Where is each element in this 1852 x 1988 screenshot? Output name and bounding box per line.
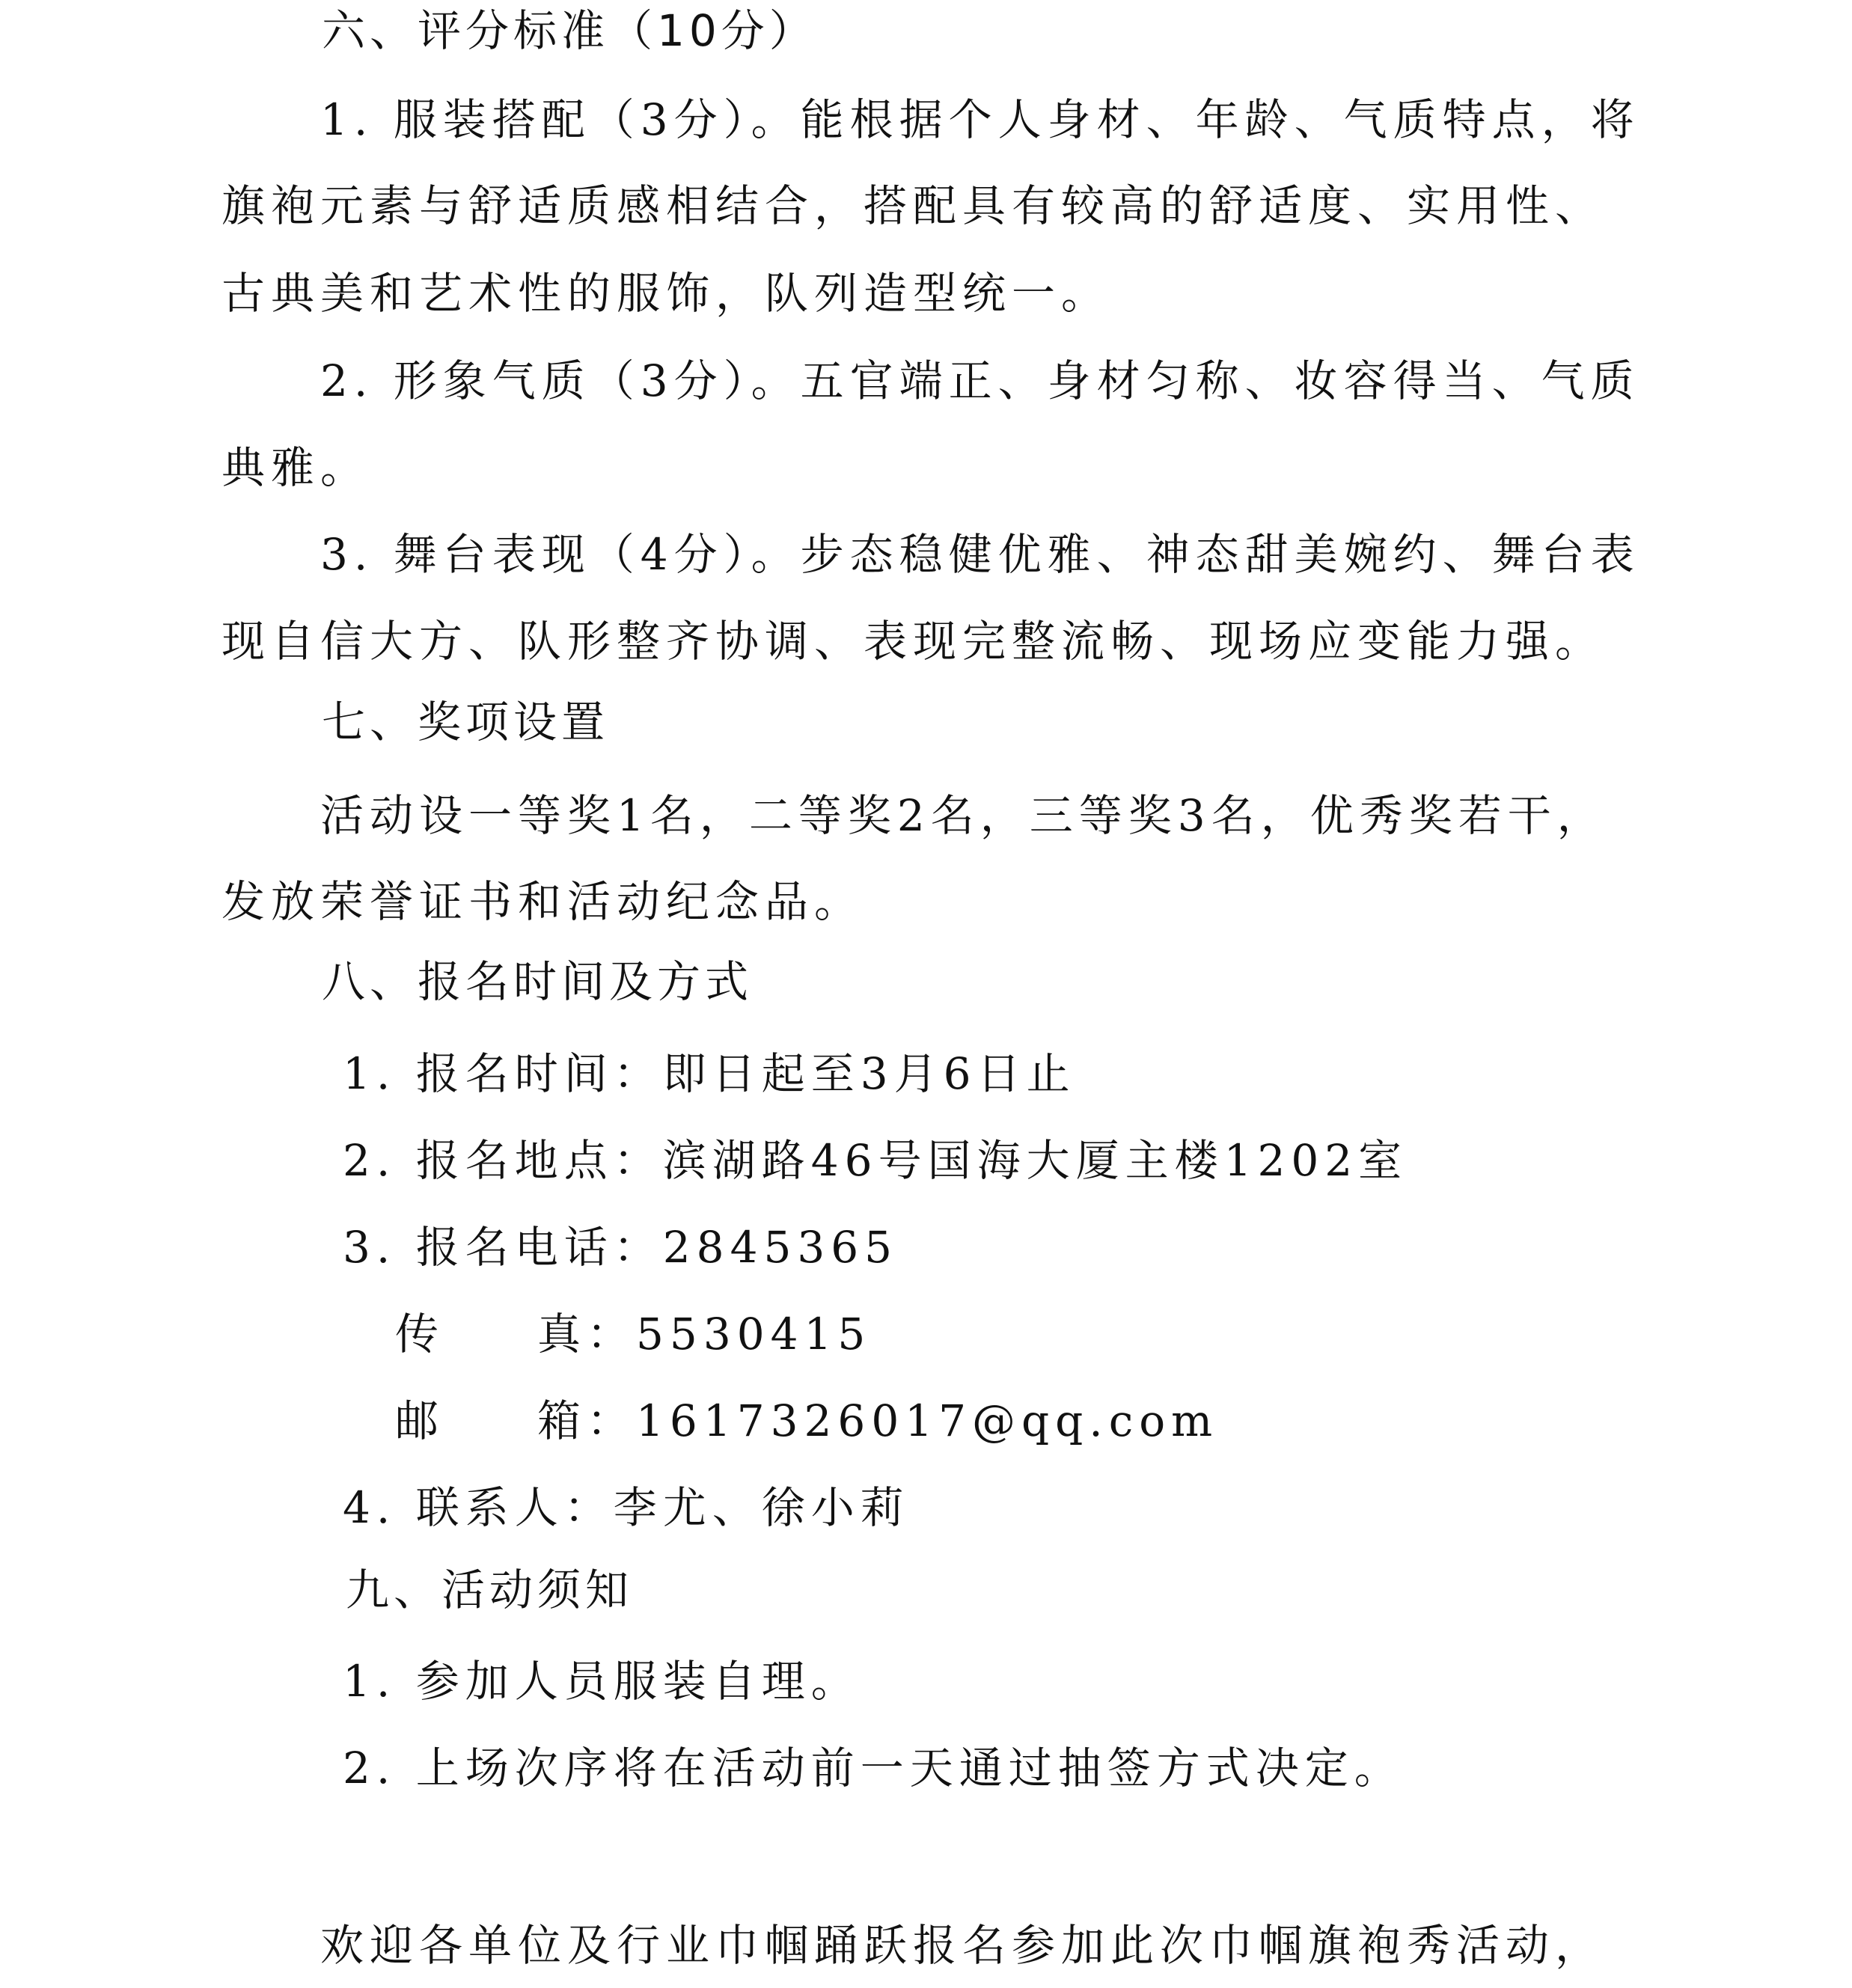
email-value: 1617326017@qq.com [636, 1395, 1219, 1446]
section-heading-awards: 七、奖项设置 [322, 697, 610, 747]
registration-fax [395, 1308, 871, 1360]
registration-place: 2. 报名地点：滨湖路46号国海大厦主楼1202室 [343, 1135, 1408, 1186]
fax-value: 5530415 [636, 1309, 872, 1360]
registration-phone: 3. 报名电话：2845365 [343, 1222, 899, 1273]
scoring-item2-line2: 典雅。 [221, 442, 370, 493]
scoring-item3-line1: 3. 舞台表现（4分）。步态稳健优雅、神态甜美婉约、舞台表 [320, 529, 1640, 580]
notes-item2: 2. 上场次序将在活动前一天通过抽签方式决定。 [343, 1743, 1404, 1793]
notes-item1: 1. 参加人员服装自理。 [343, 1656, 861, 1707]
awards-line2: 发放荣誉证书和活动纪念品。 [221, 876, 864, 927]
registration-time: 1. 报名时间：即日起至3月6日止 [343, 1048, 1076, 1099]
email-label-suffix: 箱： [537, 1395, 637, 1446]
scoring-item3-line2: 现自信大方、队形整齐协调、表现完整流畅、现场应变能力强。 [221, 616, 1605, 667]
section-heading-registration: 八、报名时间及方式 [322, 956, 754, 1007]
fax-label: 传 [395, 1309, 445, 1360]
scoring-item1-line1: 1. 服装搭配（3分）。能根据个人身材、年龄、气质特点，将 [320, 94, 1640, 145]
scoring-item1-line2: 旗袍元素与舒适质感相结合，搭配具有较高的舒适度、实用性、 [221, 180, 1605, 231]
scoring-item1-line3: 古典美和艺术性的服饰，队列造型统一。 [221, 268, 1111, 319]
awards-line1: 活动设一等奖1名，二等奖2名，三等奖3名，优秀奖若干， [320, 790, 1607, 841]
scoring-item2-line1: 2. 形象气质（3分）。五官端正、身材匀称、妆容得当、气质 [320, 355, 1640, 406]
section-heading-notes: 九、活动须知 [346, 1565, 634, 1615]
registration-email [395, 1395, 1218, 1447]
closing-line1: 欢迎各单位及行业巾帼踊跃报名参加此次巾帼旗袍秀活动， [320, 1920, 1605, 1971]
email-label: 邮 [395, 1395, 445, 1446]
registration-contact: 4. 联系人：李尤、徐小莉 [343, 1482, 910, 1533]
fax-label-suffix: 真： [537, 1309, 637, 1360]
section-heading-scoring: 六、评分标准（10分） [322, 5, 817, 56]
